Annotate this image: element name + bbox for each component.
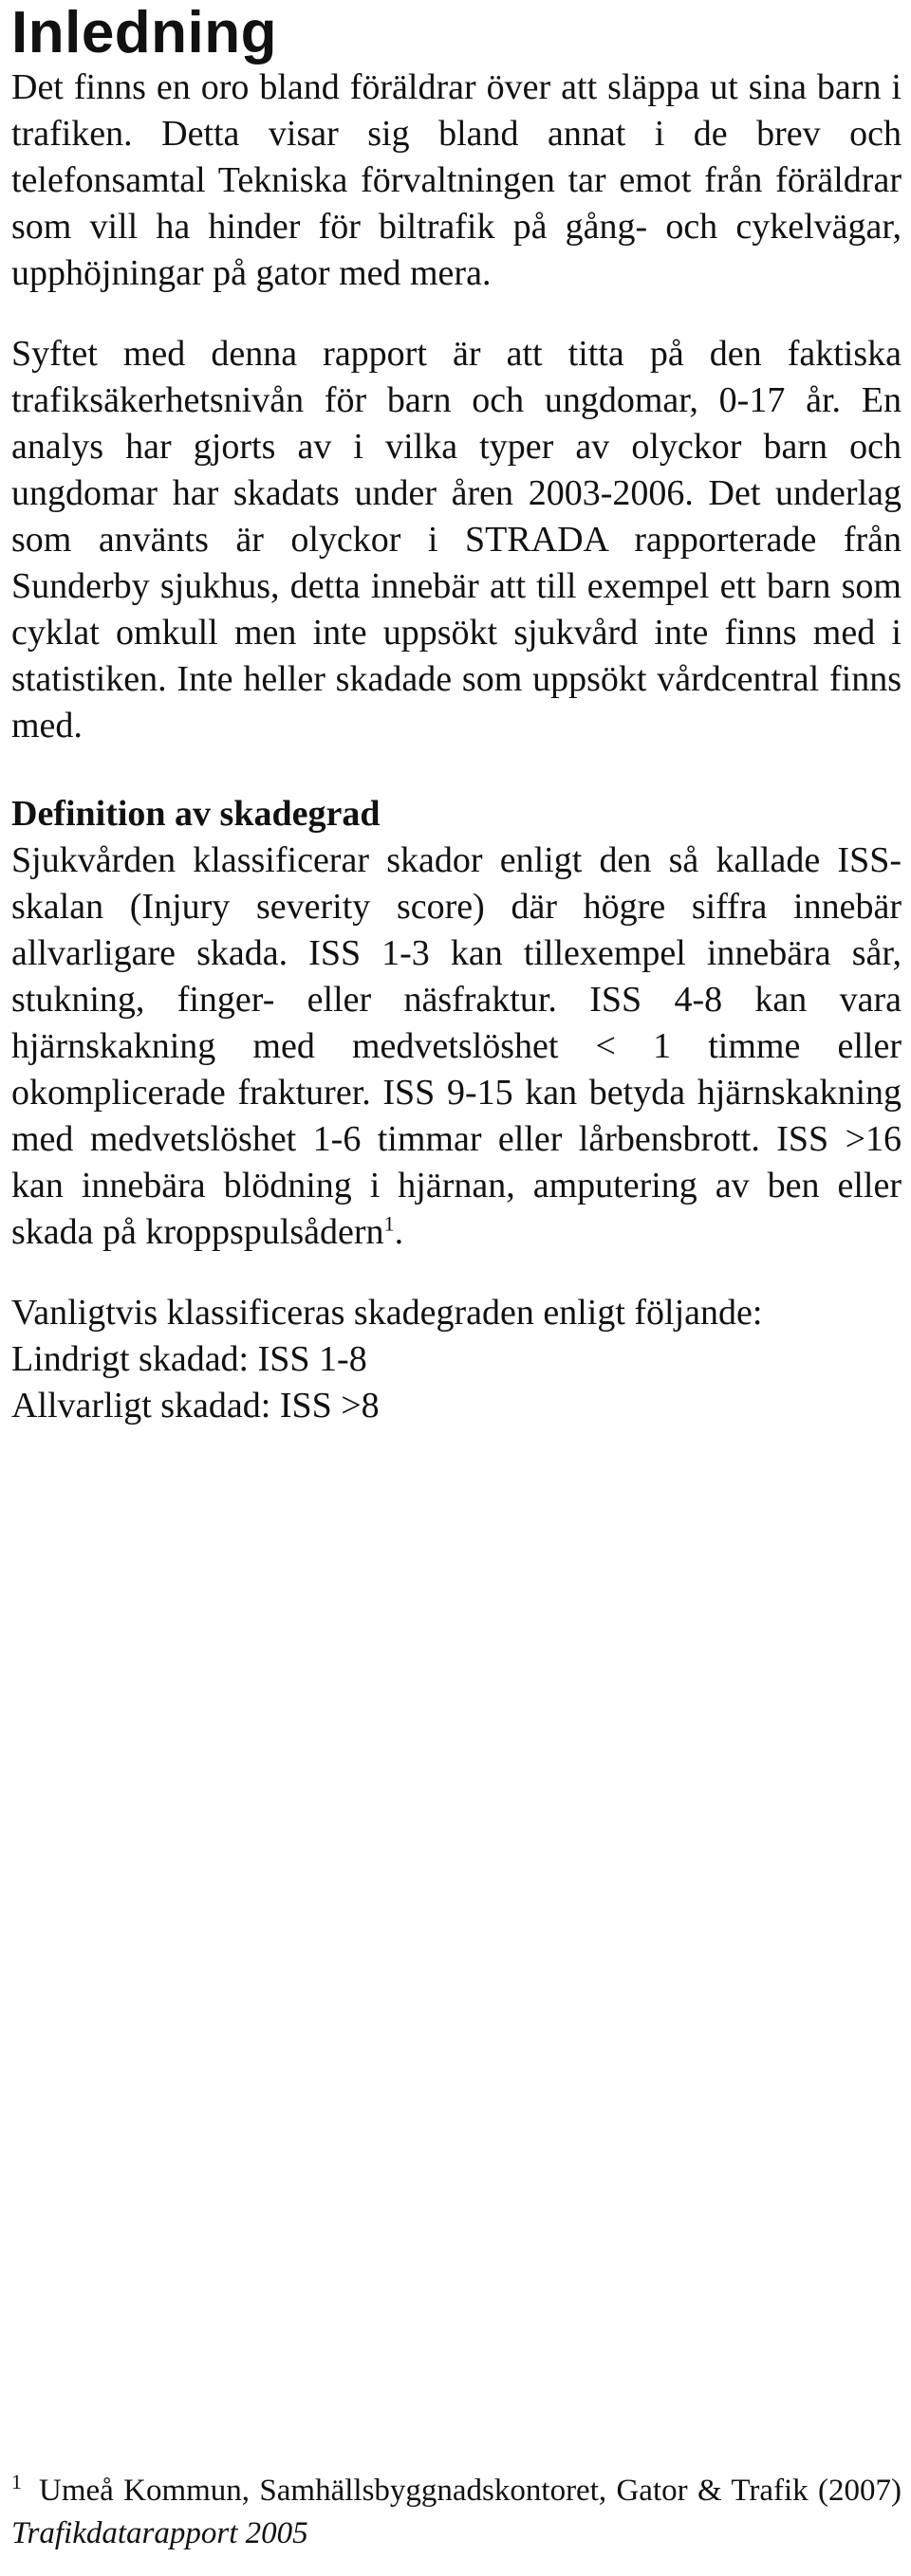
footnote-reference[interactable]: 1 bbox=[383, 1211, 395, 1236]
intro-paragraph-2: Syftet med denna rapport är att titta på den faktiska trafiksäkerhetsnivån för barn och ungdomar, 0-17 år. En analys har gjorts av i vilka typer av olyckor barn och ungdomar har skadats under åren 2003-2006. Det underlag som använts är olyckor i STRADA rapporterade från Sunderby sjukhus, detta innebär att till exempel ett barn som cyklat omkull men inte uppsökt sjukvård inte finns med i statistiken. Inte heller skadade som uppsökt vårdcentral finns med. bbox=[11, 334, 902, 745]
footnote bbox=[11, 2470, 902, 2555]
section-heading-definition: Definition av skadegrad bbox=[11, 794, 381, 834]
definition-paragraph-1-text: Sjukvården klassificerar skador enligt den så kallade ISS-skalan (Injury severity score) där högre siffra innebär allvarligare skada. ISS 1-3 kan tillexempel innebära sår, stukning, finger- eller näsfraktur. ISS 4-8 kan vara hjärnskakning med medvetslöshet < 1 timme eller okomplicerade frakturer. ISS 9-15 kan betyda hjärnskakning med medvetslöshet 1-6 timmar eller lårbensbrott. ISS >16 kan innebära blödning i hjärnan, amputering av ben eller skada på kroppspulsådern bbox=[11, 840, 902, 1252]
page-title: Inledning bbox=[11, 0, 278, 65]
definition-paragraph-2 bbox=[11, 1290, 902, 1429]
definition-paragraph-1 bbox=[11, 837, 902, 1256]
definition-paragraph-1-end: . bbox=[394, 1212, 404, 1252]
classification-intro: Vanligtvis klassificeras skadegraden enligt följande: bbox=[11, 1293, 763, 1333]
classification-severe: Allvarligt skadad: ISS >8 bbox=[11, 1386, 380, 1426]
footnote-number: 1 bbox=[11, 2470, 22, 2493]
footnote-report-title: Trafikdatarapport 2005 bbox=[11, 2516, 308, 2550]
intro-paragraph-1: Det finns en oro bland föräldrar över att släppa ut sina barn i trafiken. Detta visar sig bland annat i de brev och telefonsamtal Tekniska förvaltningen tar emot från föräldrar som vill ha hinder för biltrafik på gång- och cykelvägar, upphöjningar på gator med mera. bbox=[11, 67, 902, 293]
classification-light: Lindrigt skadad: ISS 1-8 bbox=[11, 1339, 367, 1379]
footnote-text: Umeå Kommun, Samhällsbyggnadskontoret, Gator & Trafik (2007) bbox=[39, 2474, 902, 2508]
